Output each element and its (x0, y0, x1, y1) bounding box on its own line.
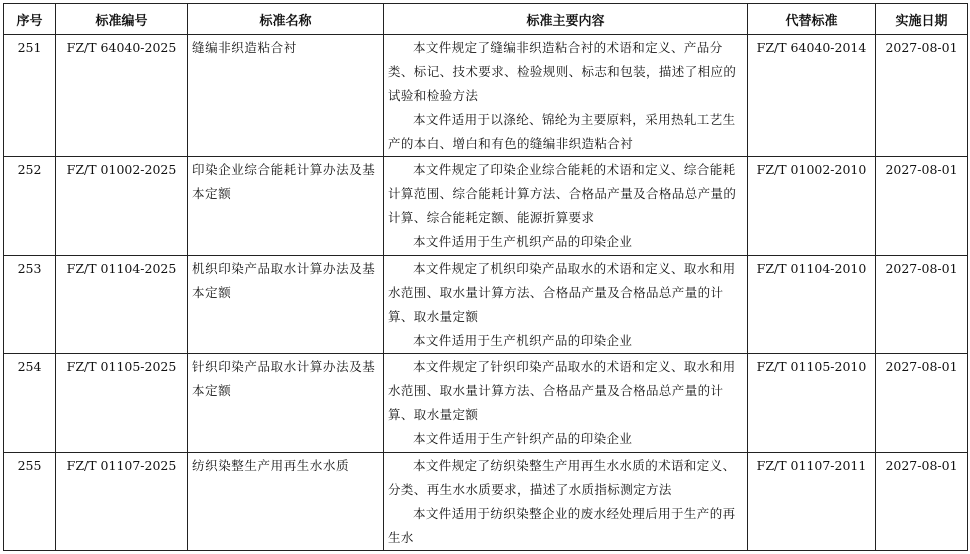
table-row (4, 157, 968, 255)
header-row (4, 4, 968, 35)
cell-content (384, 354, 748, 452)
table-row (4, 255, 968, 353)
cell-content (384, 35, 748, 157)
header-replaced: 代替标准 (748, 4, 876, 35)
cell-no: 252 (4, 157, 56, 255)
cell-replaced: FZ/T 01002-2010 (748, 157, 876, 255)
cell-replaced: FZ/T 01104-2010 (748, 255, 876, 353)
cell-code: FZ/T 01104-2025 (56, 255, 188, 353)
cell-date: 2027-08-01 (876, 35, 968, 157)
cell-no: 253 (4, 255, 56, 353)
cell-date: 2027-08-01 (876, 354, 968, 452)
content-paragraph: 本文件适用于纺织染整企业的废水经处理后用于生产的再生水 (388, 505, 736, 545)
table-row (4, 452, 968, 550)
cell-no: 255 (4, 452, 56, 550)
standards-table (3, 3, 968, 551)
header-content: 标准主要内容 (384, 4, 748, 35)
cell-name: 印染企业综合能耗计算办法及基本定额 (188, 157, 384, 255)
table-row (4, 35, 968, 157)
header-no: 序号 (4, 4, 56, 35)
header-code: 标准编号 (56, 4, 188, 35)
cell-replaced: FZ/T 01107-2011 (748, 452, 876, 550)
table-body (4, 35, 968, 551)
content-paragraph: 本文件规定了机织印染产品取水的术语和定义、取水和用水范围、取水量计算方法、合格品产量及合格品总产量的计算、取水量定额 (388, 260, 736, 324)
header-name: 标准名称 (188, 4, 384, 35)
content-paragraph: 本文件适用于生产机织产品的印染企业 (413, 234, 633, 250)
content-paragraph: 本文件适用于以涤纶、锦纶为主要原料，采用热轧工艺生产的本白、增白和有色的缝编非织造粘合衬 (388, 112, 736, 151)
cell-date: 2027-08-01 (876, 452, 968, 550)
cell-code: FZ/T 01002-2025 (56, 157, 188, 255)
header-date: 实施日期 (876, 4, 968, 35)
cell-code: FZ/T 64040-2025 (56, 35, 188, 157)
cell-name: 针织印染产品取水计算办法及基本定额 (188, 354, 384, 452)
content-paragraph: 本文件规定了针织印染产品取水的术语和定义、取水和用水范围、取水量计算方法、合格品产量及合格品总产量的计算、取水量定额 (388, 359, 736, 423)
cell-content (384, 157, 748, 255)
cell-content (384, 452, 748, 550)
cell-replaced: FZ/T 64040-2014 (748, 35, 876, 157)
cell-name: 纺织染整生产用再生水水质 (188, 452, 384, 550)
cell-replaced: FZ/T 01105-2010 (748, 354, 876, 452)
content-paragraph: 本文件适用于生产针织产品的印染企业 (413, 431, 633, 447)
cell-no: 254 (4, 354, 56, 452)
cell-no: 251 (4, 35, 56, 157)
content-paragraph: 本文件规定了缝编非织造粘合衬的术语和定义、产品分类、标记、技术要求、检验规则、标志和包装，描述了相应的试验和检验方法 (388, 40, 737, 103)
cell-name: 机织印染产品取水计算办法及基本定额 (188, 255, 384, 353)
cell-code: FZ/T 01105-2025 (56, 354, 188, 452)
cell-date: 2027-08-01 (876, 157, 968, 255)
content-paragraph: 本文件规定了纺织染整生产用再生水水质的术语和定义、分类、再生水水质要求，描述了水质指标测定方法 (388, 457, 736, 497)
content-paragraph: 本文件规定了印染企业综合能耗的术语和定义、综合能耗计算范围、综合能耗计算方法、合格品产量及合格品总产量的计算、综合能耗定额、能源折算要求 (388, 162, 737, 226)
table-row (4, 354, 968, 452)
cell-code: FZ/T 01107-2025 (56, 452, 188, 550)
cell-date: 2027-08-01 (876, 255, 968, 353)
cell-name: 缝编非织造粘合衬 (188, 35, 384, 157)
cell-content (384, 255, 748, 353)
content-paragraph: 本文件适用于生产机织产品的印染企业 (413, 332, 633, 348)
table-header (4, 4, 968, 35)
